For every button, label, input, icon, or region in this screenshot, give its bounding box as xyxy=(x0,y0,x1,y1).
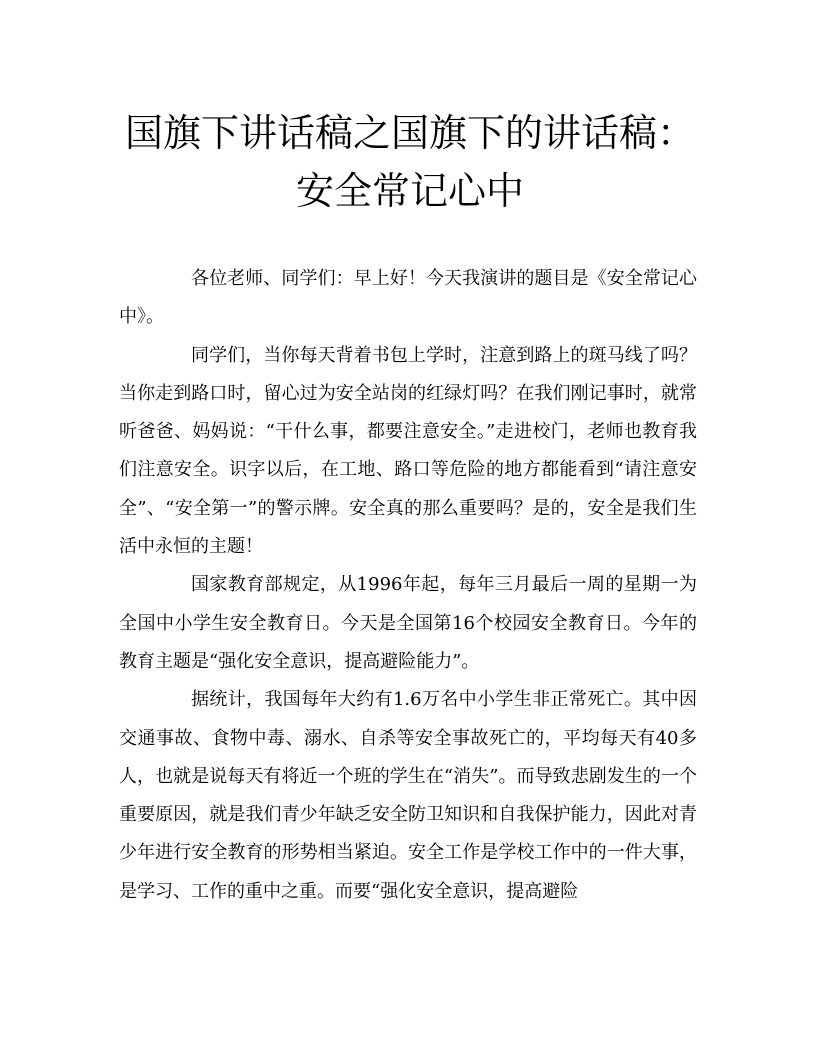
paragraph-safety-reminders: 同学们，当你每天背着书包上学时，注意到路上的斑马线了吗？当你走到路口时，留心过为安全站岗的红绿灯吗？在我们刚记事时，就常听爸爸、妈妈说：“干什么事，都要注意安全。”走进校门，老师也教育我们注意安全。识字以后，在工地、路口等危险的地方都能看到“请注意安全”、“安全第一”的警示牌。安全真的那么重要吗？是的，安全是我们生活中永恒的主题！ xyxy=(119,344,697,558)
paragraph-education-day: 国家教育部规定，从1996年起，每年三月最后一周的星期一为全国中小学生安全教育日。今天是全国第16个校园安全教育日。今年的教育主题是“强化安全意识，提高避险能力”。 xyxy=(119,574,697,672)
document-title: 国旗下讲话稿之国旗下的讲话稿：安全常记心中 xyxy=(124,111,695,213)
paragraph-statistics: 据统计，我国每年大约有1.6万名中小学生非正常死亡。其中因交通事故、食物中毒、溺水、自杀等安全事故死亡的，平均每天有40多人，也就是说每天有将近一个班的学生在“消失”。而导致悲剧发生的一个重要原因，就是我们青少年缺乏安全防卫知识和自我保护能力，因此对青少年进行安全教育的形势相当紧迫。安全工作是学校工作中的一件大事，是学习、工作的重中之重。而要“强化安全意识，提高避险 xyxy=(119,689,697,902)
document-body xyxy=(119,260,697,911)
paragraph-greeting: 各位老师、同学们：早上好！今天我演讲的题目是《安全常记心中》。 xyxy=(119,268,697,328)
